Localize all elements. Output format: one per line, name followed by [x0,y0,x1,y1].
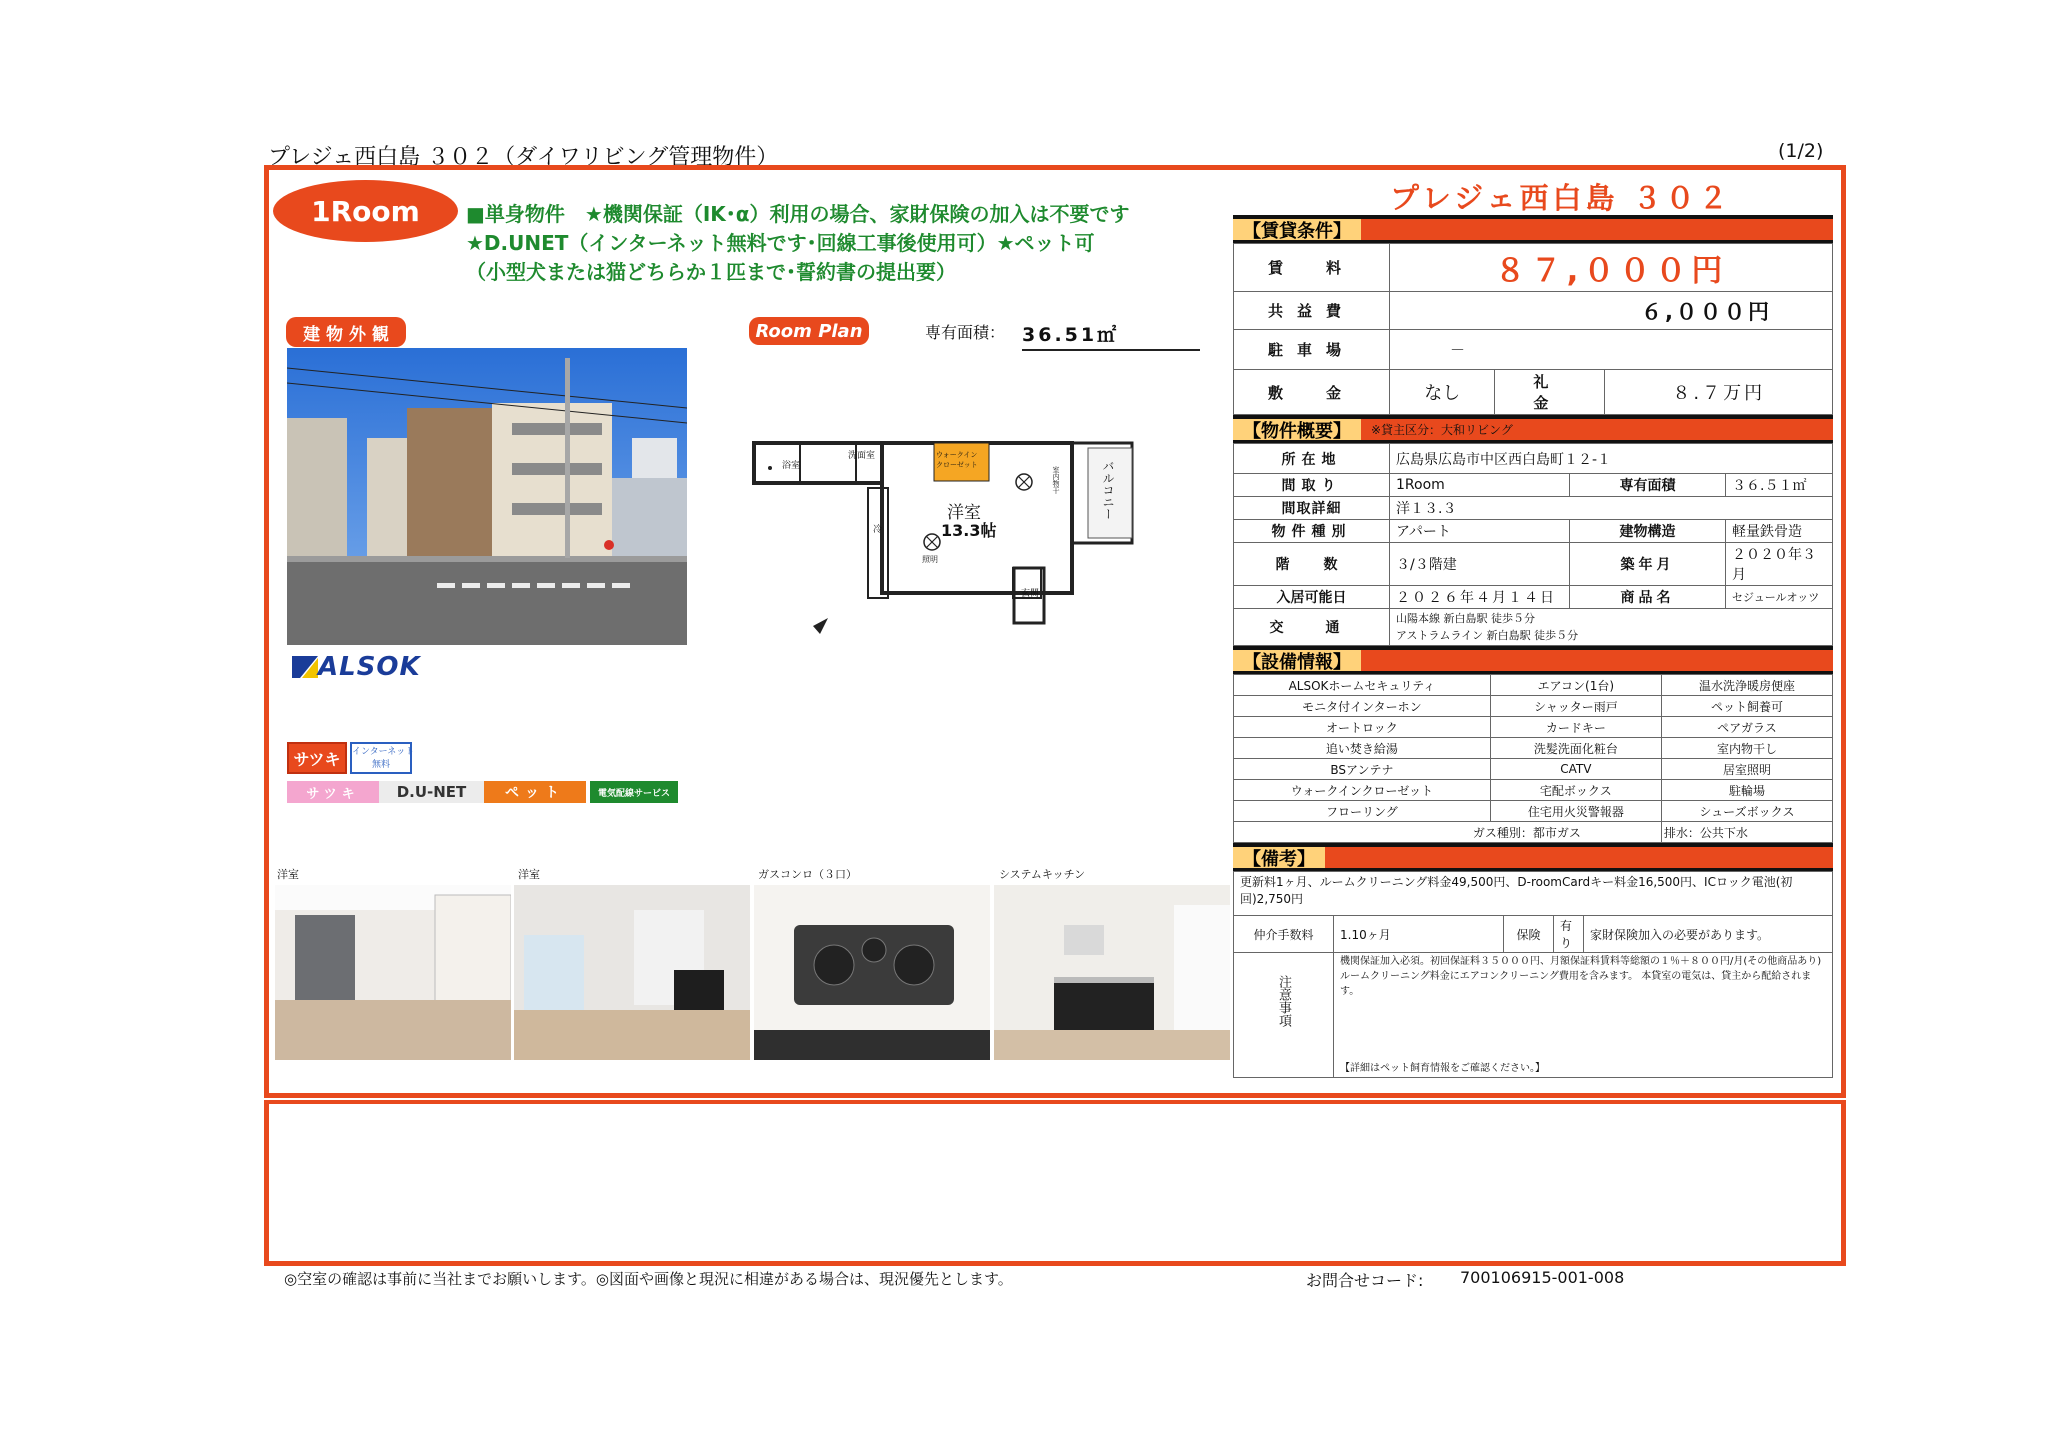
photo-western-room-1 [275,885,511,1060]
access-line-1: 山陽本線 新白島駅 徒歩５分 [1396,612,1535,625]
note-line-1: 機関保証加入必須。初回保証料３５０００円、月額保証料賃料等総額の１％＋８００円/月(その他商品あり) [1340,956,1822,967]
equipment-item: 追い焚き給湯 [1234,738,1491,759]
plan-room-name: 洋室 [947,503,981,523]
product-label: 商品名 [1570,586,1726,609]
lower-frame [264,1100,1846,1266]
overview-header [1233,415,1833,443]
insurance-label: 保険 [1504,916,1554,953]
equipment-item: 宅配ボックス [1490,780,1661,801]
rent-label: 賃 料 [1234,244,1390,292]
photo-western-room-2 [514,885,750,1060]
structure-value: 軽量鉄骨造 [1726,520,1833,543]
structure-label: 建物構造 [1570,520,1726,543]
equipment-item: 駐輪場 [1661,780,1832,801]
photo-system-kitchen [994,885,1230,1060]
note-line-3: 【詳細はペット飼育情報をご確認ください。】 [1340,1063,1545,1074]
layout-detail-value: 洋１３.３ [1390,497,1833,520]
broker-value: 1.10ヶ月 [1334,916,1504,953]
floor-area-value: 36.51㎡ [1022,320,1200,351]
layout-label: 間取り [1234,474,1390,497]
insurance-value: 有り [1554,916,1584,953]
remarks-text: 更新料1ヶ月、ルームクリーニング料金49,500円、D-roomCardキー料金16,500円、ICロック電池(初回)2,750円 [1234,872,1833,916]
equipment-item: モニタ付インターホン [1234,696,1491,717]
overview-table [1233,443,1833,646]
area-label: 専有面積 [1570,474,1726,497]
plan-balcony: バルコニー [1101,460,1115,520]
equipment-item: ペアガラス [1661,717,1832,738]
photo-caption-4: システムキッチン [999,868,1086,881]
promo-line-1: ■単身物件 ★機関保証（IK･α）利用の場合、家財保険の加入は不要です [466,202,1130,226]
alsok-mark-icon [292,656,318,678]
overview-note: ※貸主区分：大和リビング [1371,423,1513,437]
access-line-2: アストラムライン 新白島駅 徒歩５分 [1396,629,1579,642]
floor-area-label: 専有面積： [925,323,1006,342]
fee-label: 共益費 [1234,292,1390,330]
type-value: アパート [1390,520,1570,543]
room-plan-label: Room Plan [749,317,869,345]
built-label: 築年月 [1570,543,1726,586]
key-money-label: 礼 金 [1495,370,1605,415]
room-type-badge: 1Room [273,180,458,242]
equipment-item: ALSOKホームセキュリティ [1234,675,1491,696]
deposit-value: なし [1390,370,1495,415]
drain-type: 排水：公共下水 [1661,822,1832,843]
plan-bath: 浴室 [782,461,801,471]
parking-label: 駐車場 [1234,330,1390,370]
internet-free-badge: インターネット 無料 [350,742,412,774]
overview-title: 【物件概要】 [1233,419,1361,440]
product-value: セジュールオッツ [1726,586,1833,609]
rent-terms-table [1233,243,1833,415]
gas-type: ガス種別：都市ガス [1234,822,1662,843]
inquiry-label: お問合せコード: [1306,1271,1424,1290]
equipment-item: フローリング [1234,801,1491,822]
equipment-table [1233,674,1833,843]
promo-text [466,200,1236,287]
layout-detail-label: 間取詳細 [1234,497,1390,520]
equipment-item: カードキー [1490,717,1661,738]
equipment-title: 【設備情報】 [1233,650,1361,671]
equipment-item: 室内物干し [1661,738,1832,759]
plan-room-size: 13.3帖 [941,521,997,540]
floor-plan [748,438,1138,648]
equipment-header [1233,646,1833,674]
equipment-item: 住宅用火災警報器 [1490,801,1661,822]
fee-value: ６,０００円 [1390,292,1833,330]
plan-light: 照明 [922,555,938,564]
equipment-item: 洗髪洗面化粧台 [1490,738,1661,759]
property-name: プレジェ西白島 ３０２ [1390,181,1732,215]
notes-label: 注意事項 [1276,975,1291,1027]
deposit-label: 敷 金 [1234,370,1390,415]
floors-label: 階 数 [1234,543,1390,586]
equipment-item: ペット飼養可 [1661,696,1832,717]
alsok-logo [292,652,421,682]
equipment-item: ウォークインクローゼット [1234,780,1491,801]
photo-caption-1: 洋室 [277,868,299,881]
equipment-item: 温水洗浄暖房便座 [1661,675,1832,696]
promo-line-3: （小型犬または猫どちらか１匹まで･誓約書の提出要） [466,260,956,284]
photo-caption-3: ガスコンロ（３口） [758,868,857,881]
remarks-header [1233,843,1833,871]
broker-label: 仲介手数料 [1234,916,1334,953]
inquiry-code: 700106915-001-008 [1460,1268,1625,1287]
plan-fridge: 冷 [873,525,883,535]
equipment-item: BSアンテナ [1234,759,1491,780]
equipment-item: シューズボックス [1661,801,1832,822]
type-label: 物件種別 [1234,520,1390,543]
page-number: (1/2) [1778,140,1824,162]
area-value: ３６.５１㎡ [1726,474,1833,497]
built-value: ２０２０年３月 [1726,543,1833,586]
rent-terms-title: 【賃貸条件】 [1233,219,1361,240]
layout-value: 1Room [1390,474,1570,497]
equipment-item: オートロック [1234,717,1491,738]
movein-label: 入居可能日 [1234,586,1390,609]
service-bar-satsuki: サツキ [287,781,379,803]
plan-dryer: 室内物干 [1052,466,1060,494]
photo-caption-2: 洋室 [518,868,540,881]
service-bar [287,781,678,803]
equipment-item: 居室照明 [1661,759,1832,780]
right-panel [1233,215,1833,1078]
address-value: 広島県広島市中区西白島町１２-１ [1390,444,1833,474]
photo-gas-stove [754,885,990,1060]
parking-value: － [1390,330,1833,370]
rent-terms-header [1233,215,1833,243]
satsuki-badge: サツキ [287,742,347,774]
equipment-item: エアコン(1台) [1490,675,1661,696]
service-bar-pet: ペット [484,781,586,803]
footer-notice: ◎空室の確認は事前に当社までお願いします。◎図面や画像と現況に相違がある場合は、現況優先とします。 [284,1270,1013,1288]
movein-value: ２０２６年４月１４日 [1390,586,1570,609]
floors-value: ３/３階建 [1390,543,1570,586]
access-label: 交 通 [1234,609,1390,646]
remarks-table [1233,871,1833,1078]
exterior-photo [287,348,687,645]
note-line-2: ルームクリーニング料金にエアコンクリーニング費用を含みます。 本貸室の電気は、貸主から配給されます。 [1340,971,1812,997]
equipment-item: シャッター雨戸 [1490,696,1661,717]
service-bar-dunet: D.U-NET [379,781,484,803]
rent-value: ８７,０００円 [1390,244,1833,292]
plan-closet: ウォークイン クローゼット [936,451,978,469]
insurance-note: 家財保険加入の必要があります。 [1584,916,1833,953]
promo-line-2: ★D.UNET（インターネット無料です･回線工事後使用可）★ペット可 [466,231,1095,255]
equipment-item: CATV [1490,759,1661,780]
key-money-value: ８.７万円 [1605,370,1833,415]
plan-entrance: 玄関 [1021,589,1040,599]
exterior-label: 建 物 外 観 [286,317,406,347]
remarks-title: 【備考】 [1233,847,1325,868]
plan-wash: 洗面室 [848,451,876,461]
alsok-text: ALSOK [318,652,421,682]
header-title: プレジェ西白島 ３０２（ダイワリビング管理物件） [268,145,779,170]
service-bar-electric: 電気配線サービス [590,781,678,803]
address-label: 所在地 [1234,444,1390,474]
